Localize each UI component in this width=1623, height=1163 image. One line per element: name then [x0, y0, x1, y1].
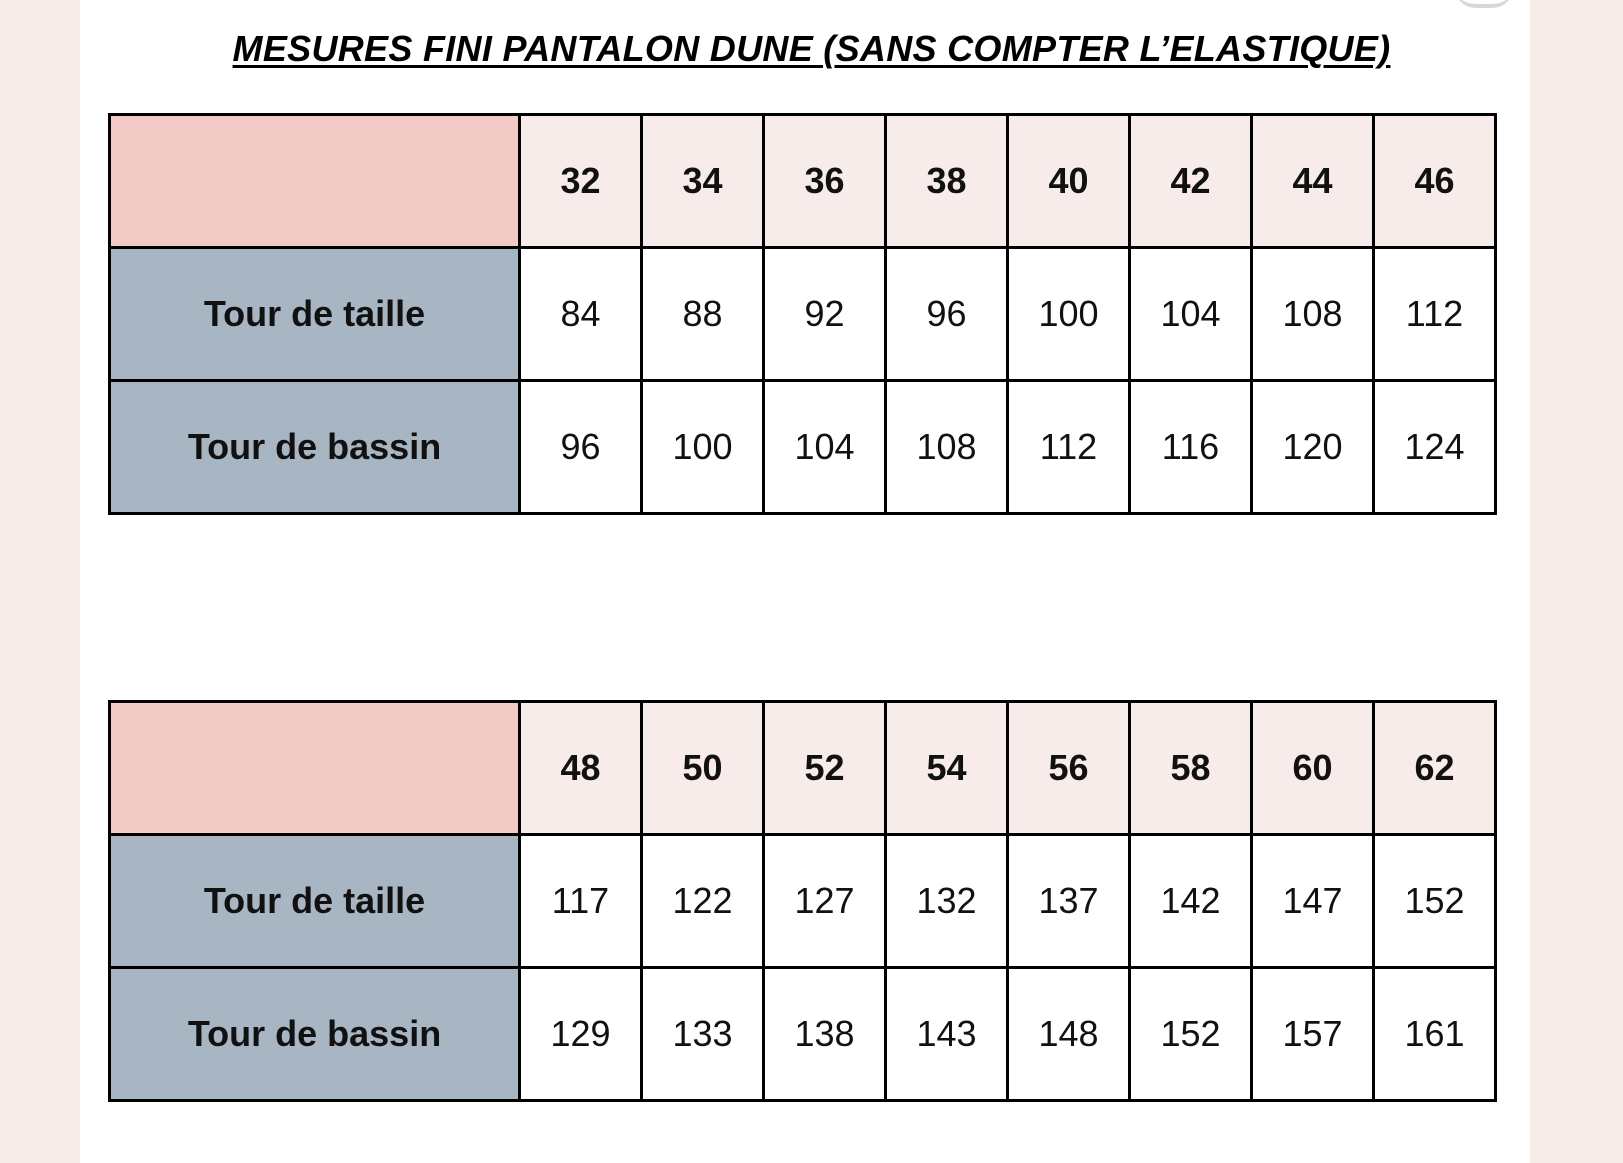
value-cell: 122: [642, 835, 764, 968]
corner-cell: [110, 115, 520, 248]
size-header-cell: 32: [520, 115, 642, 248]
decorative-corner-mark: [1454, 0, 1514, 8]
size-header-cell: 56: [1008, 702, 1130, 835]
table-row-waist: [110, 835, 1496, 968]
value-cell: 124: [1374, 381, 1496, 514]
size-header-cell: 48: [520, 702, 642, 835]
table-row-waist: [110, 248, 1496, 381]
size-header-cell: 42: [1130, 115, 1252, 248]
value-cell: 104: [1130, 248, 1252, 381]
size-header-cell: 50: [642, 702, 764, 835]
value-cell: 116: [1130, 381, 1252, 514]
value-cell: 152: [1374, 835, 1496, 968]
value-cell: 120: [1252, 381, 1374, 514]
value-cell: 127: [764, 835, 886, 968]
value-cell: 152: [1130, 968, 1252, 1101]
page-title: MESURES FINI PANTALON DUNE (SANS COMPTER L’ELASTIQUE): [232, 28, 1391, 69]
size-header-cell: 52: [764, 702, 886, 835]
value-cell: 108: [1252, 248, 1374, 381]
size-header-row: [110, 115, 1496, 248]
value-cell: 108: [886, 381, 1008, 514]
value-cell: 132: [886, 835, 1008, 968]
value-cell: 143: [886, 968, 1008, 1101]
table-row-hips: [110, 381, 1496, 514]
row-label: Tour de taille: [110, 248, 520, 381]
value-cell: 100: [642, 381, 764, 514]
value-cell: 148: [1008, 968, 1130, 1101]
size-table-2: [108, 700, 1497, 1102]
size-header-cell: 58: [1130, 702, 1252, 835]
value-cell: 100: [1008, 248, 1130, 381]
size-header-cell: 54: [886, 702, 1008, 835]
size-header-cell: 46: [1374, 115, 1496, 248]
size-header-cell: 60: [1252, 702, 1374, 835]
value-cell: 92: [764, 248, 886, 381]
row-label: Tour de taille: [110, 835, 520, 968]
value-cell: 137: [1008, 835, 1130, 968]
value-cell: 88: [642, 248, 764, 381]
value-cell: 161: [1374, 968, 1496, 1101]
size-header-row: [110, 702, 1496, 835]
value-cell: 84: [520, 248, 642, 381]
value-cell: 112: [1374, 248, 1496, 381]
size-header-cell: 40: [1008, 115, 1130, 248]
value-cell: 96: [520, 381, 642, 514]
value-cell: 112: [1008, 381, 1130, 514]
value-cell: 157: [1252, 968, 1374, 1101]
corner-cell: [110, 702, 520, 835]
table-row-hips: [110, 968, 1496, 1101]
value-cell: 142: [1130, 835, 1252, 968]
size-header-cell: 44: [1252, 115, 1374, 248]
size-header-cell: 36: [764, 115, 886, 248]
row-label: Tour de bassin: [110, 968, 520, 1101]
size-header-cell: 62: [1374, 702, 1496, 835]
size-table-1: [108, 113, 1497, 515]
value-cell: 96: [886, 248, 1008, 381]
size-header-cell: 38: [886, 115, 1008, 248]
value-cell: 133: [642, 968, 764, 1101]
value-cell: 117: [520, 835, 642, 968]
row-label: Tour de bassin: [110, 381, 520, 514]
value-cell: 104: [764, 381, 886, 514]
value-cell: 147: [1252, 835, 1374, 968]
value-cell: 129: [520, 968, 642, 1101]
size-header-cell: 34: [642, 115, 764, 248]
value-cell: 138: [764, 968, 886, 1101]
